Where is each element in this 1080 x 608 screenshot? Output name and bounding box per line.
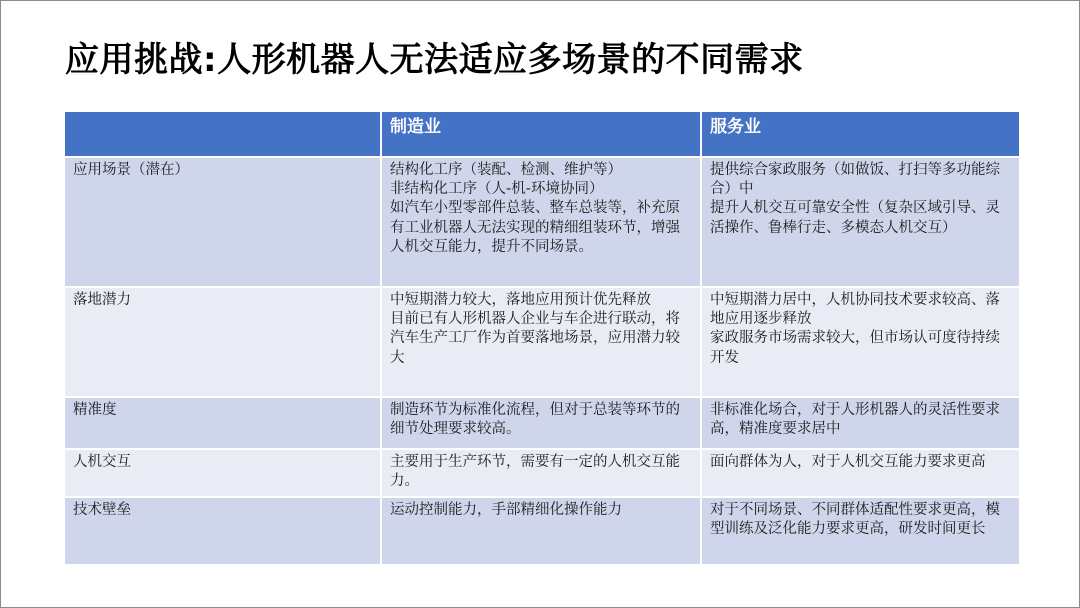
manufacturing-cell xyxy=(381,397,701,449)
cell-line: 结构化工序（装配、检测、维护等） xyxy=(390,162,622,178)
service-cell xyxy=(701,287,1020,397)
cell-line: 运动控制能力，手部精细化操作能力 xyxy=(390,502,622,518)
cell-line: 提供综合家政服务（如做饭、打扫等多功能综合）中 xyxy=(710,162,1000,198)
service-cell xyxy=(701,497,1020,565)
row-label: 精准度 xyxy=(64,397,381,449)
cell-line: 对于不同场景、不同群体适配性要求更高，模型训练及泛化能力要求更高，研发时间更长 xyxy=(710,502,1000,538)
cell-line: 家政服务市场需求较大，但市场认可度待持续开发 xyxy=(710,330,1000,366)
table-row xyxy=(64,449,1020,497)
cell-line: 非标准化场合，对于人形机器人的灵活性要求高，精准度要求居中 xyxy=(710,402,1000,438)
table-row xyxy=(64,397,1020,449)
cell-line: 中短期潜力较大，落地应用预计优先释放 xyxy=(390,292,651,308)
cell-line: 如汽车小型零部件总装、整车总装等，补充原有工业机器人无法实现的精细组装环节，增强人机交互能力，提升不同场景。 xyxy=(390,200,680,255)
manufacturing-cell xyxy=(381,157,701,287)
service-cell xyxy=(701,449,1020,497)
service-cell xyxy=(701,397,1020,449)
cell-line: 非结构化工序（人-机-环境协同） xyxy=(390,181,604,198)
manufacturing-cell xyxy=(381,449,701,497)
row-label: 人机交互 xyxy=(64,449,381,497)
cell-line: 目前已有人形机器人企业与车企进行联动，将汽车生产工厂作为首要落地场景，应用潜力较大 xyxy=(390,311,680,366)
comparison-table xyxy=(63,110,1021,566)
manufacturing-cell xyxy=(381,497,701,565)
header-cell-service: 服务业 xyxy=(701,111,1020,157)
row-label: 落地潜力 xyxy=(64,287,381,397)
header-cell-empty xyxy=(64,111,381,157)
row-label: 技术壁垒 xyxy=(64,497,381,565)
header-cell-manufacturing: 制造业 xyxy=(381,111,701,157)
cell-line: 中短期潜力居中，人机协同技术要求较高、落地应用逐步释放 xyxy=(710,292,1000,328)
service-cell xyxy=(701,157,1020,287)
cell-line: 主要用于生产环节，需要有一定的人机交互能力。 xyxy=(390,454,680,490)
table-row xyxy=(64,497,1020,565)
table-row xyxy=(64,287,1020,397)
cell-line: 面向群体为人，对于人机交互能力要求更高 xyxy=(710,454,986,470)
table-header-row xyxy=(64,111,1020,157)
row-label: 应用场景（潜在） xyxy=(64,157,381,287)
cell-line: 制造环节为标准化流程，但对于总装等环节的细节处理要求较高。 xyxy=(390,402,680,438)
cell-line: 提升人机交互可靠安全性（复杂区域引导、灵活操作、鲁棒行走、多模态人机交互） xyxy=(710,200,1000,236)
table-row xyxy=(64,157,1020,287)
slide-title: 应用挑战:人形机器人无法适应多场景的不同需求 xyxy=(65,40,804,80)
manufacturing-cell xyxy=(381,287,701,397)
